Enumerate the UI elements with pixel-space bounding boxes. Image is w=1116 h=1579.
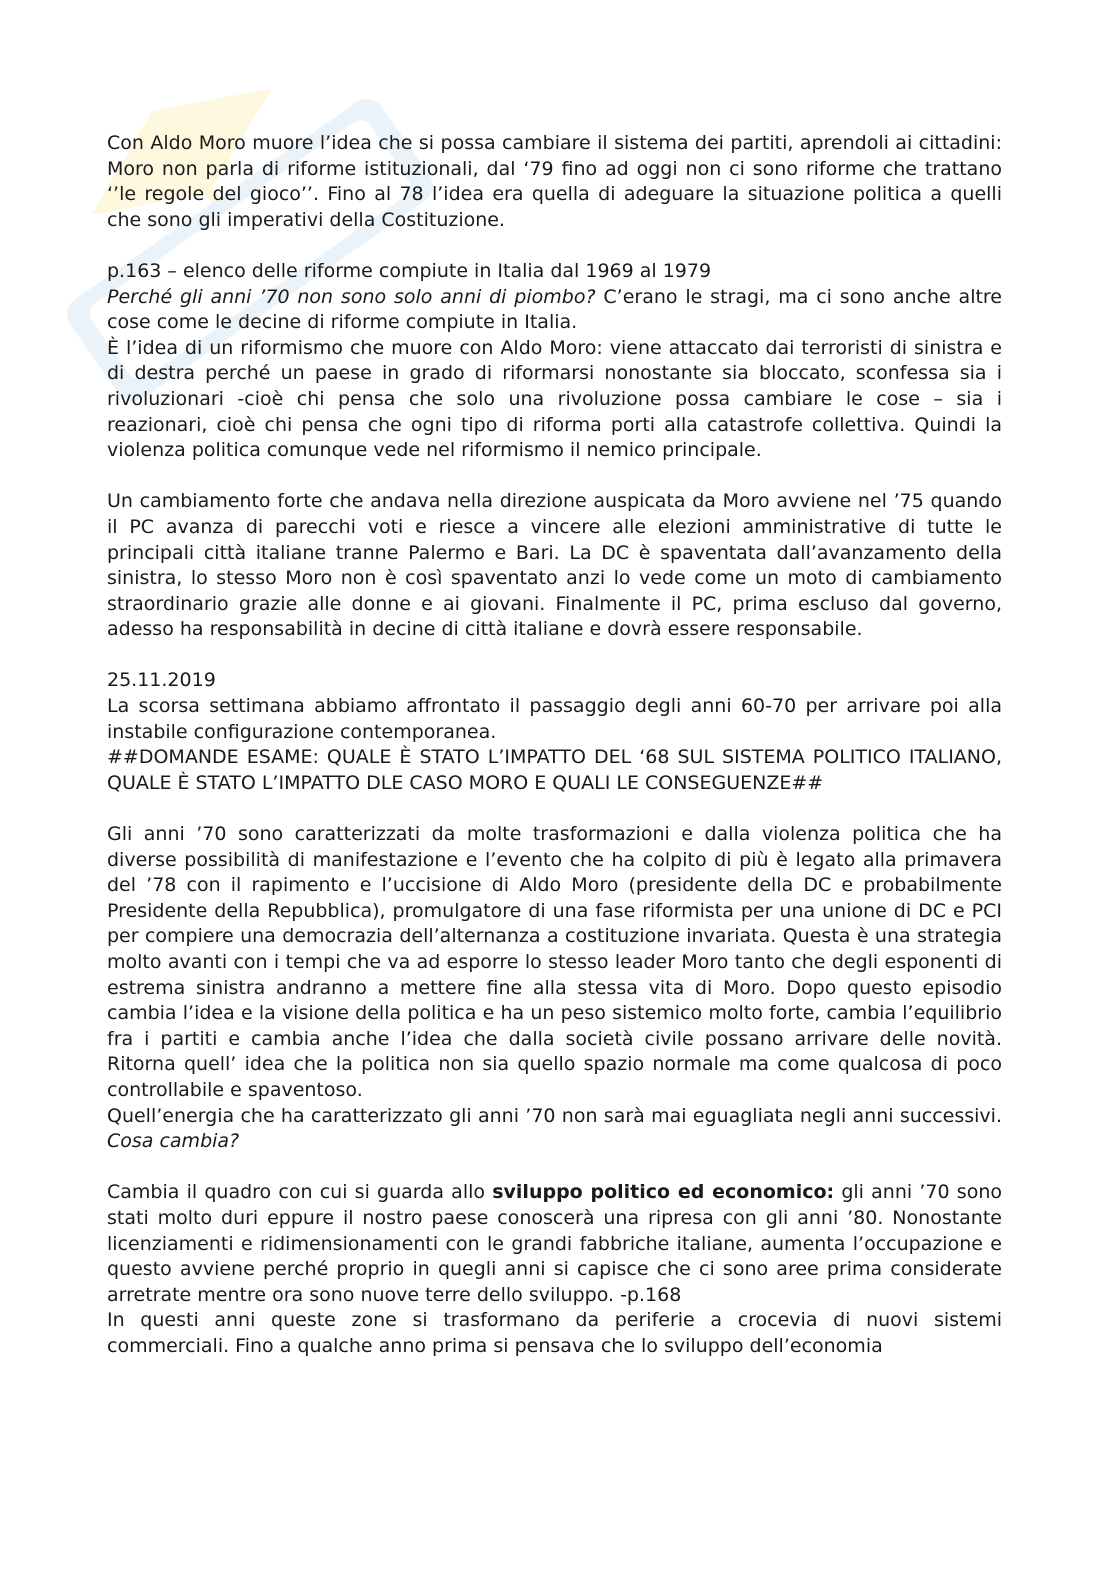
- paragraph-years-of-lead: [107, 285, 1002, 336]
- question-years-of-lead: Perché gli anni ’70 non sono solo anni di piombo?: [107, 285, 596, 308]
- paragraph-reformism: È l’idea di un riformismo che muore con Aldo Moro: viene attaccato dai terroristi di sinistra e di destra perché un paese in grado di riformarsi nonostante sia bloccato, sconfessa sia i rivoluzionari -cioè chi pensa che solo una rivoluzione possa cambiare le cose – sia i reazionari, cioè chi pensa che ogni tipo di riforma porti alla catastrofe collettiva. Quindi la violenza politica comunque vede nel riformismo il nemico principale.: [107, 336, 1002, 462]
- lecture-date: 25.11.2019: [107, 669, 216, 692]
- document-page: [107, 131, 1002, 1360]
- paragraph-moro-idea: Con Aldo Moro muore l’idea che si possa cambiare il sistema dei partiti, aprendoli ai cittadini: Moro non parla di riforme istituzionali, dal ‘79 fino ad oggi non ci sono riforme che trattano ‘’le regole del gioco’’. Fino al 78 l’idea era quella di adeguare la situazione politica a quelli che sono gli imperativi della Costituzione.: [107, 132, 1002, 231]
- paragraph-last-week: La scorsa settimana abbiamo affrontato il passaggio degli anni 60-70 per arrivare poi alla instabile configurazione contemporanea.: [107, 695, 1002, 743]
- spacer: [107, 464, 1002, 490]
- paragraph-development-start: Cambia il quadro con cui si guarda allo: [107, 1181, 493, 1204]
- paragraph-peripheries: In questi anni queste zone si trasformano da periferie a crocevia di nuovi sistemi commerciali. Fino a qualche anno prima si pensava che lo sviluppo dell’economia: [107, 1309, 1002, 1357]
- spacer: [107, 796, 1002, 822]
- spacer: [107, 643, 1002, 669]
- paragraph-development: [107, 1180, 1002, 1308]
- paragraph-years-of-lead-text: C’erano le stragi, ma ci sono anche altre cose come le decine di riforme compiute in Italia.: [107, 285, 1002, 334]
- paragraph-development-rest: gli anni ’70 sono stati molto duri eppure il nostro paese conoscerà una ripresa con gli anni ’80. Nonostante licenziamenti e ridimensionamenti con le grandi fabbriche italiane, aumenta l’occupazione e questo avviene perché proprio in quegli anni si capisce che ci sono aree prima considerate arretrate mentre ora sono nuove terre dello sviluppo. -p.168: [107, 1181, 1002, 1306]
- paragraph-energy: [107, 1104, 1002, 1155]
- paragraph-energy-text: Quell’energia che ha caratterizzato gli anni ’70 non sarà mai eguagliata negli anni successivi.: [107, 1104, 1002, 1127]
- development-keyword: sviluppo politico ed economico:: [492, 1181, 835, 1204]
- paragraph-reform-list-heading: p.163 – elenco delle riforme compiute in Italia dal 1969 al 1979: [107, 259, 712, 282]
- exam-questions: ##DOMANDE ESAME: QUALE È STATO L’IMPATTO DEL ‘68 SUL SISTEMA POLITICO ITALIANO, QUALE È STATO L’IMPATTO DLE CASO MORO E QUALI LE CONSEGUENZE##: [107, 746, 1002, 794]
- paragraph-seventies: Gli anni ’70 sono caratterizzati da molte trasformazioni e dalla violenza politica che ha diverse possibilità di manifestazione e l’evento che ha colpito di più è legato alla primavera del ’78 con il rapimento e l’uccisione di Aldo Moro (presidente della DC e probabilmente Presidente della Repubblica), promulgatore di una fase riformista per una unione di DC e PCI per compiere una democrazia dell’alternanza a costituzione invariata. Questa è una strategia molto avanti con i tempi che va ad esporre lo stesso leader Moro tanto che degli esponenti di estrema sinistra andranno a mettere fine alla stessa vita di Moro. Dopo questo episodio cambia l’idea e la visione della politica e ha un peso sistemico molto forte, cambia l’equilibrio fra i partiti e cambia anche l’idea che dalla società civile possano arrivare delle novità. Ritorna quell’ idea che la politica non sia quello spazio normale ma come qualcosa di poco controllabile e spaventoso.: [107, 823, 1002, 1101]
- spacer: [107, 1155, 1002, 1181]
- question-what-changes: Cosa cambia?: [107, 1130, 240, 1153]
- paragraph-1975-change: Un cambiamento forte che andava nella direzione auspicata da Moro avviene nel ’75 quando il PC avanza di parecchi voti e riesce a vincere alle elezioni amministrative di tutte le principali città italiane tranne Palermo e Bari. La DC è spaventata dall’avanzamento della sinistra, lo stesso Moro non è così spaventato anzi lo vede come un moto di cambiamento straordinario grazie alle donne e ai giovani. Finalmente il PC, prima escluso dal governo, adesso ha responsabilità in decine di città italiane e dovrà essere responsabile.: [107, 490, 1002, 641]
- spacer: [107, 233, 1002, 259]
